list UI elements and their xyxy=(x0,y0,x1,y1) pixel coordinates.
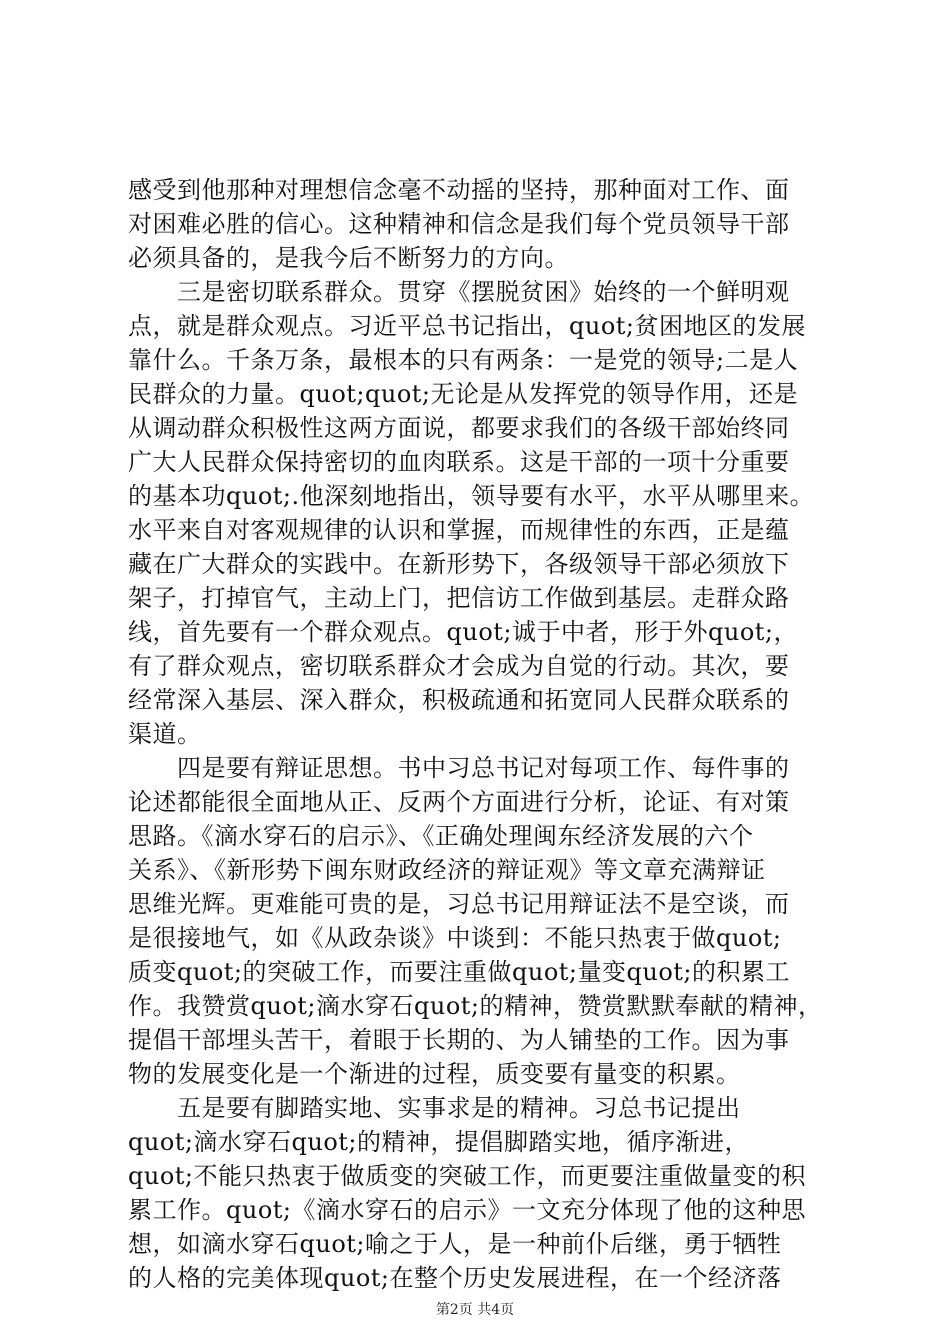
body-line: 物的发展变化是一个渐进的过程，质变要有量变的积累。 xyxy=(128,1060,741,1088)
body-line: 四是要有辩证思想。书中习总书记对每项工作、每件事的 xyxy=(128,754,790,782)
body-line: 藏在广大群众的实践中。在新形势下，各级领导干部必须放下 xyxy=(128,550,790,578)
body-line: 靠什么。千条万条，最根本的只有两条：一是党的领导;二是人 xyxy=(128,346,799,374)
body-line: 经常深入基层、深入群众，积极疏通和拓宽同人民群众联系的 xyxy=(128,686,790,714)
body-line: 渠道。 xyxy=(128,720,202,748)
body-line: 线，首先要有一个群众观点。quot;诚于中者，形于外quot;， xyxy=(128,618,798,646)
body-line: 作。我赞赏quot;滴水穿石quot;的精神，赞赏默默奉献的精神， xyxy=(128,992,823,1020)
body-line: 想，如滴水穿石quot;喻之于人，是一种前仆后继，勇于牺牲 xyxy=(128,1230,782,1258)
page-number-footer: 第2页 共4页 xyxy=(435,1302,515,1318)
body-line: 论述都能很全面地从正、反两个方面进行分析，论证、有对策 xyxy=(128,788,790,816)
body-line: 的基本功quot;.他深刻地指出，领导要有水平，水平从哪里来。 xyxy=(128,482,815,510)
body-line: 五是要有脚踏实地、实事求是的精神。习总书记提出 xyxy=(128,1094,741,1122)
body-line: 感受到他那种对理想信念毫不动摇的坚持，那种面对工作、面 xyxy=(128,176,790,204)
body-line: quot;不能只热衷于做质变的突破工作，而更要注重做量变的积 xyxy=(128,1162,806,1190)
body-line: 水平来自对客观规律的认识和掌握，而规律性的东西，正是蕴 xyxy=(128,516,790,544)
body-line: 三是密切联系群众。贯穿《摆脱贫困》始终的一个鲜明观 xyxy=(128,278,790,306)
body-line: 必须具备的，是我今后不断努力的方向。 xyxy=(128,244,569,272)
body-line: 有了群众观点，密切联系群众才会成为自觉的行动。其次，要 xyxy=(128,652,790,680)
body-line: quot;滴水穿石quot;的精神，提倡脚踏实地，循序渐进， xyxy=(128,1128,749,1156)
body-line: 广大人民群众保持密切的血肉联系。这是干部的一项十分重要 xyxy=(128,448,790,476)
body-line: 提倡干部埋头苦干，着眼于长期的、为人铺垫的工作。因为事 xyxy=(128,1026,790,1054)
body-line: 架子，打掉官气，主动上门，把信访工作做到基层。走群众路 xyxy=(128,584,790,612)
body-line: 思路。《滴水穿石的启示》、《正确处理闽东经济发展的六个 xyxy=(128,822,754,850)
body-line: 关系》、《新形势下闽东财政经济的辩证观》等文章充满辩证 xyxy=(128,856,766,884)
body-line: 思维光辉。更难能可贵的是，习总书记用辩证法不是空谈，而 xyxy=(128,890,790,918)
body-line: 民群众的力量。quot;quot;无论是从发挥党的领导作用，还是 xyxy=(128,380,798,408)
body-line: 点，就是群众观点。习近平总书记指出，quot;贫困地区的发展 xyxy=(128,312,806,340)
body-line: 是很接地气，如《从政杂谈》中谈到：不能只热衷于做quot; xyxy=(128,924,782,952)
body-line: 质变quot;的突破工作，而要注重做quot;量变quot;的积累工 xyxy=(128,958,790,986)
body-line: 的人格的完美体现quot;在整个历史发展进程，在一个经济落 xyxy=(128,1264,782,1292)
body-line: 从调动群众积极性这两方面说，都要求我们的各级干部始终同 xyxy=(128,414,790,442)
body-line: 对困难必胜的信心。这种精神和信念是我们每个党员领导干部 xyxy=(128,210,790,238)
body-line: 累工作。quot;《滴水穿石的启示》一文充分体现了他的这种思 xyxy=(128,1196,806,1224)
